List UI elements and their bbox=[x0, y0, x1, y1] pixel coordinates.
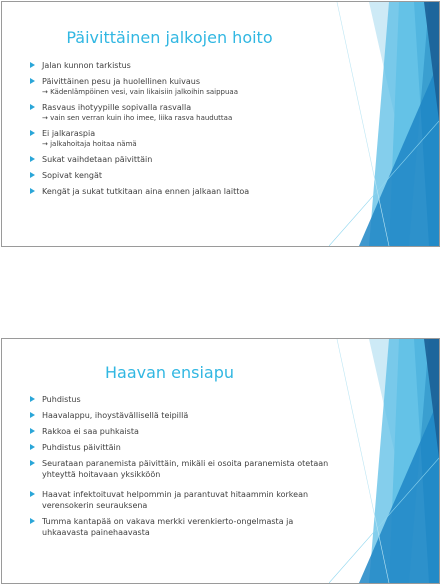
triangle-bullet-icon bbox=[30, 396, 35, 402]
bullet-text: Ei jalkaraspia bbox=[42, 129, 96, 138]
slide-1-decoration bbox=[329, 2, 439, 246]
slide-2 bbox=[1, 338, 440, 584]
bullet-text: Sukat vaihdetaan päivittäin bbox=[42, 155, 153, 164]
bullet-text: Rasvaus ihotyypille sopivalla rasvalla bbox=[42, 103, 192, 112]
list-item bbox=[30, 442, 335, 453]
list-item bbox=[30, 170, 335, 181]
triangle-bullet-icon bbox=[30, 156, 35, 162]
triangle-bullet-icon bbox=[30, 460, 35, 466]
list-item bbox=[30, 516, 335, 538]
bullet-subtext: → Kädenlämpöinen vesi, vain likaisiin jalkoihin saippuaa bbox=[42, 88, 238, 96]
triangle-bullet-icon bbox=[30, 130, 35, 136]
triangle-bullet-icon bbox=[30, 444, 35, 450]
list-item bbox=[30, 426, 335, 437]
bullet-text: Jalan kunnon tarkistus bbox=[42, 61, 131, 70]
triangle-bullet-icon bbox=[30, 188, 35, 194]
bullet-list bbox=[30, 394, 335, 543]
bullet-text: Sopivat kengät bbox=[42, 171, 103, 180]
list-item bbox=[30, 60, 335, 71]
bullet-text: Kengät ja sukat tutkitaan aina ennen jalkaan laittoa bbox=[42, 187, 250, 196]
bullet-subtext: → jalkahoitaja hoitaa nämä bbox=[42, 140, 137, 148]
slide-title: Haavan ensiapu bbox=[104, 363, 234, 382]
slide-title: Päivittäinen jalkojen hoito bbox=[66, 28, 273, 47]
triangle-bullet-icon bbox=[30, 491, 35, 497]
triangle-bullet-icon bbox=[30, 172, 35, 178]
triangle-bullet-icon bbox=[30, 518, 35, 524]
bullet-text: Haavalappu, ihoystävällisellä teipillä bbox=[42, 411, 189, 420]
bullet-text: Tumma kantapää on vakava merkki verenkierto-ongelmasta ja uhkaavasta painehaavasta bbox=[42, 517, 294, 537]
list-item bbox=[30, 410, 335, 421]
bullet-text: Puhdistus päivittäin bbox=[42, 443, 121, 452]
bullet-text: Rakkoa ei saa puhkaista bbox=[42, 427, 139, 436]
list-item bbox=[30, 128, 335, 149]
bullet-list bbox=[30, 60, 335, 202]
list-item bbox=[30, 489, 335, 511]
bullet-text: Haavat infektoituvat helpommin ja parantuvat hitaammin korkean verensokerin seurauksena bbox=[42, 490, 309, 510]
triangle-bullet-icon bbox=[30, 78, 35, 84]
bullet-text: Päivittäinen pesu ja huolellinen kuivaus bbox=[42, 77, 201, 86]
triangle-bullet-icon bbox=[30, 104, 35, 110]
bullet-text: Seurataan paranemista päivittäin, mikäli ei osoita paranemista otetaan yhteyttä hoitavaan yksikköön bbox=[42, 459, 329, 479]
list-item bbox=[30, 76, 335, 97]
bullet-text: Puhdistus bbox=[42, 395, 81, 404]
list-item bbox=[30, 154, 335, 165]
slide-2-decoration bbox=[329, 339, 439, 583]
list-item bbox=[30, 186, 335, 197]
triangle-bullet-icon bbox=[30, 62, 35, 68]
list-item bbox=[30, 394, 335, 405]
list-item bbox=[30, 458, 335, 480]
triangle-bullet-icon bbox=[30, 412, 35, 418]
triangle-bullet-icon bbox=[30, 428, 35, 434]
slide-1 bbox=[1, 1, 440, 247]
list-item bbox=[30, 102, 335, 123]
bullet-subtext: → vain sen verran kuin iho imee, liika rasva hauduttaa bbox=[42, 114, 233, 122]
